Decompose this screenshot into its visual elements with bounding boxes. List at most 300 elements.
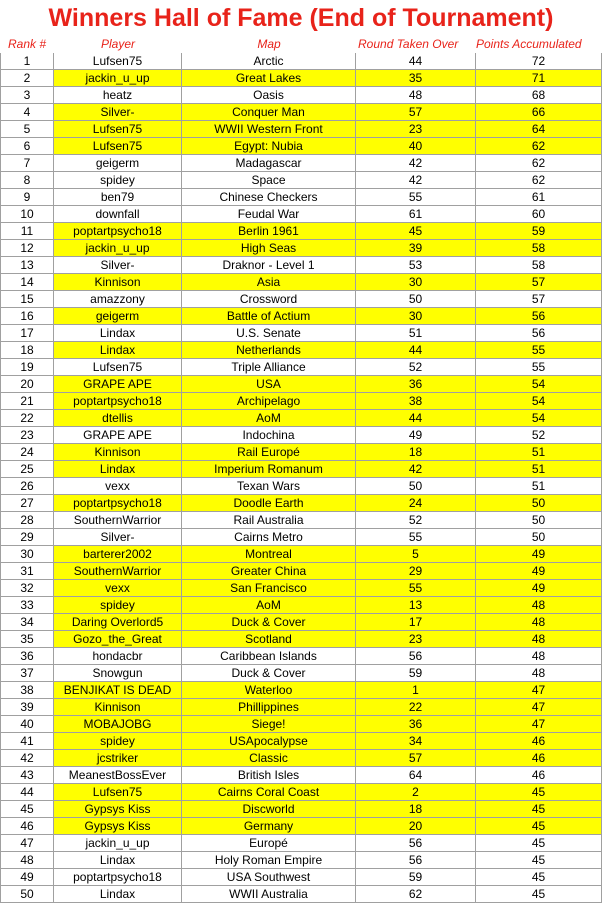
cell-round: 56 [356,648,476,665]
header-rank: Rank # [7,37,47,51]
cell-rank: 38 [0,682,54,699]
cell-player: downfall [54,206,182,223]
table-row [0,767,602,784]
cell-rank: 31 [0,563,54,580]
cell-round: 5 [356,546,476,563]
table-row [0,461,602,478]
cell-rank: 40 [0,716,54,733]
cell-map: Asia [182,274,356,291]
header-player: Player [100,37,135,51]
cell-rank: 22 [0,410,54,427]
cell-round: 42 [356,461,476,478]
cell-round: 64 [356,767,476,784]
cell-map: Space [182,172,356,189]
cell-map: Duck & Cover [182,665,356,682]
cell-points: 71 [476,70,602,87]
table-row [0,393,602,410]
cell-rank: 26 [0,478,54,495]
cell-points: 45 [476,818,602,835]
cell-map: Cairns Metro [182,529,356,546]
cell-points: 45 [476,784,602,801]
table-row [0,53,602,70]
table-row [0,801,602,818]
cell-points: 45 [476,835,602,852]
cell-player: SouthernWarrior [54,563,182,580]
cell-round: 1 [356,682,476,699]
cell-map: Draknor - Level 1 [182,257,356,274]
cell-map: Rail Australia [182,512,356,529]
cell-round: 30 [356,274,476,291]
cell-points: 58 [476,257,602,274]
cell-player: Lindax [54,325,182,342]
cell-player: Gozo_the_Great [54,631,182,648]
table-row [0,665,602,682]
table-row [0,835,602,852]
cell-round: 36 [356,376,476,393]
cell-rank: 19 [0,359,54,376]
cell-map: Great Lakes [182,70,356,87]
cell-points: 45 [476,886,602,903]
cell-rank: 2 [0,70,54,87]
cell-player: hondacbr [54,648,182,665]
table-row [0,359,602,376]
table-row [0,325,602,342]
cell-points: 62 [476,138,602,155]
header-points: Points Accumulated [476,37,582,51]
cell-map: WWII Australia [182,886,356,903]
table-row [0,223,602,240]
header-round: Round Taken Over [358,37,459,51]
table-row [0,121,602,138]
cell-rank: 6 [0,138,54,155]
cell-player: spidey [54,733,182,750]
cell-player: Daring Overlord5 [54,614,182,631]
cell-points: 45 [476,852,602,869]
cell-player: Kinnison [54,699,182,716]
cell-map: Archipelago [182,393,356,410]
table-row [0,869,602,886]
table-row [0,512,602,529]
cell-player: geigerm [54,155,182,172]
table-row [0,716,602,733]
cell-rank: 47 [0,835,54,852]
cell-round: 50 [356,291,476,308]
cell-player: Lufsen75 [54,784,182,801]
cell-rank: 25 [0,461,54,478]
cell-points: 62 [476,172,602,189]
cell-round: 61 [356,206,476,223]
cell-points: 60 [476,206,602,223]
cell-map: Texan Wars [182,478,356,495]
cell-player: poptartpsycho18 [54,869,182,886]
cell-rank: 35 [0,631,54,648]
cell-round: 50 [356,478,476,495]
cell-rank: 15 [0,291,54,308]
cell-round: 17 [356,614,476,631]
cell-rank: 7 [0,155,54,172]
cell-map: AoM [182,597,356,614]
cell-map: Netherlands [182,342,356,359]
table-body [0,53,602,903]
cell-round: 59 [356,665,476,682]
cell-round: 39 [356,240,476,257]
cell-points: 54 [476,376,602,393]
cell-round: 45 [356,223,476,240]
table-row [0,699,602,716]
cell-player: GRAPE APE [54,427,182,444]
cell-points: 50 [476,512,602,529]
cell-rank: 23 [0,427,54,444]
cell-points: 46 [476,767,602,784]
cell-player: Snowgun [54,665,182,682]
cell-rank: 49 [0,869,54,886]
cell-player: Silver- [54,529,182,546]
cell-player: Lindax [54,342,182,359]
cell-player: Gypsys Kiss [54,801,182,818]
cell-rank: 43 [0,767,54,784]
cell-points: 48 [476,665,602,682]
cell-map: Conquer Man [182,104,356,121]
cell-round: 52 [356,359,476,376]
cell-player: jackin_u_up [54,240,182,257]
table-row [0,206,602,223]
cell-points: 47 [476,699,602,716]
cell-player: Gypsys Kiss [54,818,182,835]
cell-round: 23 [356,631,476,648]
cell-round: 57 [356,104,476,121]
cell-map: Feudal War [182,206,356,223]
cell-rank: 37 [0,665,54,682]
cell-rank: 21 [0,393,54,410]
cell-round: 49 [356,427,476,444]
cell-round: 35 [356,70,476,87]
cell-points: 54 [476,410,602,427]
cell-map: Egypt: Nubia [182,138,356,155]
cell-map: Germany [182,818,356,835]
cell-player: BENJIKAT IS DEAD [54,682,182,699]
cell-rank: 27 [0,495,54,512]
table-row [0,597,602,614]
cell-round: 18 [356,444,476,461]
cell-rank: 18 [0,342,54,359]
cell-rank: 42 [0,750,54,767]
cell-rank: 9 [0,189,54,206]
cell-map: British Isles [182,767,356,784]
cell-points: 59 [476,223,602,240]
cell-round: 55 [356,580,476,597]
cell-points: 48 [476,648,602,665]
table-row [0,886,602,903]
cell-player: poptartpsycho18 [54,393,182,410]
table-row [0,189,602,206]
cell-points: 61 [476,189,602,206]
table-header [0,36,602,53]
cell-points: 48 [476,631,602,648]
cell-points: 48 [476,614,602,631]
cell-player: Kinnison [54,444,182,461]
cell-points: 66 [476,104,602,121]
cell-rank: 10 [0,206,54,223]
cell-rank: 32 [0,580,54,597]
header-map: Map [257,37,281,51]
cell-points: 55 [476,359,602,376]
table-row [0,852,602,869]
cell-rank: 5 [0,121,54,138]
cell-round: 20 [356,818,476,835]
cell-round: 18 [356,801,476,818]
cell-rank: 8 [0,172,54,189]
cell-round: 30 [356,308,476,325]
cell-player: jackin_u_up [54,70,182,87]
cell-points: 56 [476,325,602,342]
cell-player: dtellis [54,410,182,427]
cell-map: Phillippines [182,699,356,716]
cell-map: Doodle Earth [182,495,356,512]
cell-round: 44 [356,342,476,359]
cell-map: Arctic [182,53,356,70]
cell-player: Lindax [54,461,182,478]
cell-map: U.S. Senate [182,325,356,342]
cell-map: Berlin 1961 [182,223,356,240]
cell-player: vexx [54,478,182,495]
cell-rank: 33 [0,597,54,614]
cell-player: Lindax [54,886,182,903]
cell-map: Battle of Actium [182,308,356,325]
cell-player: vexx [54,580,182,597]
table-row [0,580,602,597]
cell-round: 55 [356,529,476,546]
cell-points: 52 [476,427,602,444]
cell-rank: 3 [0,87,54,104]
cell-points: 48 [476,597,602,614]
cell-player: ben79 [54,189,182,206]
cell-round: 44 [356,53,476,70]
cell-player: MOBAJOBG [54,716,182,733]
cell-points: 54 [476,393,602,410]
cell-round: 36 [356,716,476,733]
cell-rank: 39 [0,699,54,716]
cell-rank: 34 [0,614,54,631]
cell-points: 58 [476,240,602,257]
cell-round: 57 [356,750,476,767]
cell-rank: 14 [0,274,54,291]
cell-round: 53 [356,257,476,274]
cell-player: Lufsen75 [54,53,182,70]
table-row [0,733,602,750]
cell-map: High Seas [182,240,356,257]
cell-rank: 20 [0,376,54,393]
table-row [0,155,602,172]
cell-player: heatz [54,87,182,104]
cell-round: 59 [356,869,476,886]
cell-map: WWII Western Front [182,121,356,138]
cell-map: Triple Alliance [182,359,356,376]
table-row [0,172,602,189]
cell-map: Europé [182,835,356,852]
cell-round: 22 [356,699,476,716]
cell-player: Lindax [54,852,182,869]
cell-round: 34 [356,733,476,750]
cell-rank: 11 [0,223,54,240]
cell-points: 55 [476,342,602,359]
table-row [0,614,602,631]
cell-round: 40 [356,138,476,155]
cell-points: 64 [476,121,602,138]
cell-round: 29 [356,563,476,580]
table-row [0,240,602,257]
cell-player: Lufsen75 [54,359,182,376]
cell-map: Scotland [182,631,356,648]
table-row [0,546,602,563]
table-row [0,529,602,546]
cell-map: Indochina [182,427,356,444]
cell-player: Kinnison [54,274,182,291]
table-row [0,376,602,393]
cell-map: Holy Roman Empire [182,852,356,869]
cell-points: 56 [476,308,602,325]
cell-player: spidey [54,597,182,614]
cell-player: spidey [54,172,182,189]
table-row [0,682,602,699]
table-row [0,104,602,121]
cell-rank: 48 [0,852,54,869]
cell-player: jcstriker [54,750,182,767]
cell-round: 56 [356,835,476,852]
cell-player: SouthernWarrior [54,512,182,529]
cell-rank: 29 [0,529,54,546]
table-row [0,257,602,274]
table-row [0,70,602,87]
table-row [0,291,602,308]
table-row [0,648,602,665]
cell-points: 45 [476,869,602,886]
cell-rank: 24 [0,444,54,461]
cell-player: jackin_u_up [54,835,182,852]
cell-map: Imperium Romanum [182,461,356,478]
cell-rank: 36 [0,648,54,665]
cell-round: 38 [356,393,476,410]
table-row [0,495,602,512]
cell-round: 42 [356,172,476,189]
table-row [0,818,602,835]
cell-map: Montreal [182,546,356,563]
table-row [0,563,602,580]
cell-map: Madagascar [182,155,356,172]
cell-points: 45 [476,801,602,818]
table-row [0,784,602,801]
cell-points: 51 [476,478,602,495]
table-row [0,631,602,648]
cell-map: Caribbean Islands [182,648,356,665]
cell-rank: 13 [0,257,54,274]
cell-rank: 16 [0,308,54,325]
table-row [0,427,602,444]
cell-rank: 1 [0,53,54,70]
cell-points: 50 [476,529,602,546]
cell-player: amazzony [54,291,182,308]
cell-points: 49 [476,580,602,597]
cell-player: Lufsen75 [54,138,182,155]
cell-player: barterer2002 [54,546,182,563]
cell-round: 23 [356,121,476,138]
cell-points: 46 [476,750,602,767]
cell-player: GRAPE APE [54,376,182,393]
table-row [0,478,602,495]
cell-round: 42 [356,155,476,172]
cell-map: Duck & Cover [182,614,356,631]
cell-map: USA Southwest [182,869,356,886]
cell-rank: 44 [0,784,54,801]
cell-map: Discworld [182,801,356,818]
cell-rank: 46 [0,818,54,835]
table-row [0,308,602,325]
cell-map: USApocalypse [182,733,356,750]
cell-points: 57 [476,274,602,291]
cell-round: 51 [356,325,476,342]
table-row [0,750,602,767]
cell-map: Siege! [182,716,356,733]
cell-player: geigerm [54,308,182,325]
cell-points: 50 [476,495,602,512]
cell-round: 55 [356,189,476,206]
cell-rank: 28 [0,512,54,529]
cell-map: USA [182,376,356,393]
page-title: Winners Hall of Fame (End of Tournament) [48,4,554,32]
cell-rank: 12 [0,240,54,257]
cell-player: poptartpsycho18 [54,495,182,512]
cell-map: Crossword [182,291,356,308]
cell-map: AoM [182,410,356,427]
table-row [0,444,602,461]
table-row [0,342,602,359]
cell-map: San Francisco [182,580,356,597]
cell-points: 51 [476,461,602,478]
table-row [0,274,602,291]
cell-points: 46 [476,733,602,750]
cell-map: Cairns Coral Coast [182,784,356,801]
cell-rank: 30 [0,546,54,563]
cell-points: 49 [476,546,602,563]
cell-round: 2 [356,784,476,801]
cell-player: Silver- [54,104,182,121]
cell-round: 48 [356,87,476,104]
cell-points: 51 [476,444,602,461]
cell-points: 49 [476,563,602,580]
cell-points: 47 [476,682,602,699]
cell-round: 13 [356,597,476,614]
cell-rank: 17 [0,325,54,342]
cell-points: 72 [476,53,602,70]
cell-rank: 4 [0,104,54,121]
cell-player: MeanestBossEver [54,767,182,784]
cell-player: Silver- [54,257,182,274]
table-row [0,87,602,104]
cell-round: 52 [356,512,476,529]
cell-map: Oasis [182,87,356,104]
cell-map: Greater China [182,563,356,580]
cell-player: Lufsen75 [54,121,182,138]
cell-map: Rail Europé [182,444,356,461]
cell-rank: 45 [0,801,54,818]
table-row [0,138,602,155]
cell-map: Classic [182,750,356,767]
cell-player: poptartpsycho18 [54,223,182,240]
cell-points: 62 [476,155,602,172]
cell-round: 44 [356,410,476,427]
cell-round: 62 [356,886,476,903]
cell-points: 68 [476,87,602,104]
cell-map: Waterloo [182,682,356,699]
